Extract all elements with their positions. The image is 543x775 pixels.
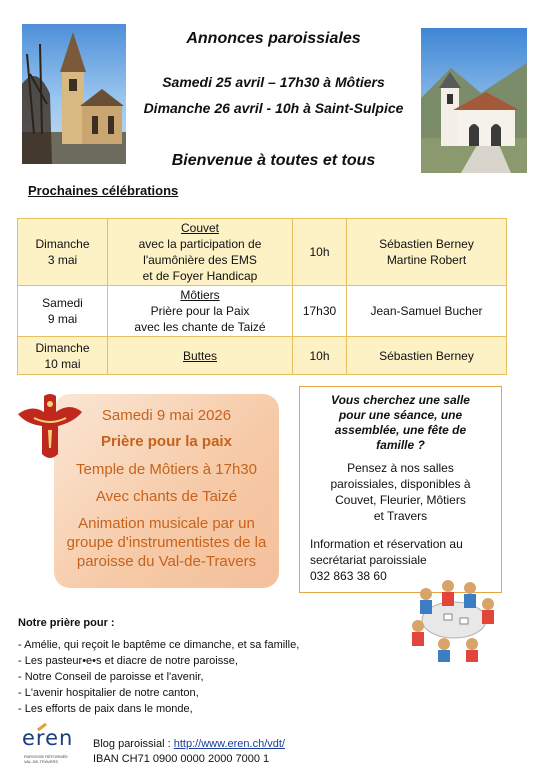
table-cell-day — [18, 337, 108, 375]
section-title-celebrations: Prochaines célébrations — [28, 183, 179, 198]
list-item: - L'avenir hospitalier de notre canton, — [18, 687, 199, 699]
day-name: Dimanche — [35, 237, 90, 251]
day-date: 10 mai — [44, 356, 81, 371]
footer-blog — [93, 738, 285, 750]
description-line: Prière pour la Paix — [150, 304, 250, 318]
room-body-line: et Travers — [373, 509, 428, 523]
table-cell-day — [18, 219, 108, 286]
event-animation-line: groupe d'instrumentistes de la — [66, 534, 267, 551]
list-item: - Les pasteur•e•s et diacre de notre paroisse, — [18, 655, 238, 667]
list-item: - Amélie, qui reçoit le baptême ce dimanche, et sa famille, — [18, 639, 300, 651]
taize-cross-logo-icon — [14, 392, 86, 462]
footer-iban: IBAN CH71 0900 0000 2000 7000 1 — [93, 753, 270, 765]
room-info-line: secrétariat paroissiale — [310, 553, 427, 567]
room-question-line: Vous cherchez une salle — [331, 393, 470, 407]
place-name: Buttes — [182, 348, 218, 363]
room-question-line: famille ? — [376, 438, 425, 452]
table-cell-description — [108, 337, 293, 375]
table-row — [18, 219, 507, 286]
table-cell-officiants — [347, 219, 507, 286]
service-date-2: Dimanche 26 avril - 10h à Saint-Sulpice — [143, 100, 404, 116]
table-cell-description — [108, 286, 293, 337]
day-date: 9 mai — [47, 312, 78, 326]
church-photo-left — [22, 24, 126, 164]
description-line: et de Foyer Handicap — [142, 269, 258, 283]
table-cell-officiants — [347, 286, 507, 337]
table-cell-officiants — [347, 337, 507, 375]
table-cell-day — [18, 286, 108, 337]
description-line: avec la participation de — [138, 237, 262, 251]
event-animation-line: Animation musicale par un — [78, 515, 255, 532]
room-body-line: Couvet, Fleurier, Môtiers — [335, 493, 466, 507]
blog-label: Blog paroissial : — [93, 738, 174, 750]
event-animation-line: paroisse du Val-de-Travers — [76, 553, 257, 570]
officiant-name: Sébastien Berney — [379, 237, 474, 251]
event-place: Temple de Môtiers à 17h30 — [76, 461, 257, 478]
day-name: Dimanche — [35, 340, 90, 355]
table-row — [18, 337, 507, 375]
officiant-name: Martine Robert — [386, 253, 467, 267]
event-title: Prière pour la paix — [101, 433, 232, 450]
welcome-message: Bienvenue à toutes et tous — [171, 152, 376, 169]
room-question-line: assemblée, une fête de — [334, 423, 467, 437]
room-info-line: Information et réservation au — [310, 537, 463, 551]
prayer-event-box — [54, 394, 279, 588]
logo-subtitle-line: VAL-DE-TRAVERS — [24, 759, 59, 764]
officiant-name: Sébastien Berney — [379, 348, 474, 363]
description-line: l'aumônière des EMS — [143, 253, 257, 267]
officiant-name: Jean-Samuel Bucher — [370, 304, 483, 318]
prayers-title: Notre prière pour : — [18, 617, 115, 629]
event-date: Samedi 9 mai 2026 — [101, 407, 232, 424]
day-name: Samedi — [42, 296, 83, 310]
prayers-list — [18, 637, 299, 717]
eren-logo — [22, 722, 82, 768]
chapel-photo-right — [421, 28, 527, 173]
day-date: 3 mai — [47, 253, 78, 267]
table-row — [18, 286, 507, 337]
table-cell-description — [108, 219, 293, 286]
logo-subtitle — [24, 754, 84, 764]
description-line: avec les chante de Taizé — [134, 320, 266, 334]
list-item: - Les efforts de paix dans le monde, — [18, 703, 193, 715]
logo-subtitle-line: PAROISSE RÉFORMÉE — [24, 754, 68, 759]
logo-word: eren — [22, 726, 74, 750]
place-name: Môtiers — [180, 288, 220, 302]
table-cell-time: 17h30 — [293, 286, 347, 337]
table-cell-time: 10h — [293, 337, 347, 375]
service-date-1: Samedi 25 avril – 17h30 à Môtiers — [162, 74, 385, 90]
table-cell-time: 10h — [293, 219, 347, 286]
event-chants: Avec chants de Taizé — [95, 488, 238, 505]
bulletin-title: Annonces paroissiales — [186, 30, 361, 47]
room-rental-box — [299, 386, 502, 593]
room-body-line: Pensez à nos salles — [347, 461, 454, 475]
room-question-line: pour une séance, une — [338, 408, 463, 422]
blog-link[interactable]: http://www.eren.ch/vdt/ — [173, 738, 285, 750]
room-body-line: paroissiales, disponibles à — [330, 477, 471, 491]
celebrations-table — [17, 218, 507, 375]
list-item: - Notre Conseil de paroisse et l'avenir, — [18, 671, 204, 683]
meeting-illustration-icon — [404, 564, 504, 664]
place-name: Couvet — [180, 221, 220, 235]
room-phone: 032 863 38 60 — [310, 569, 387, 583]
